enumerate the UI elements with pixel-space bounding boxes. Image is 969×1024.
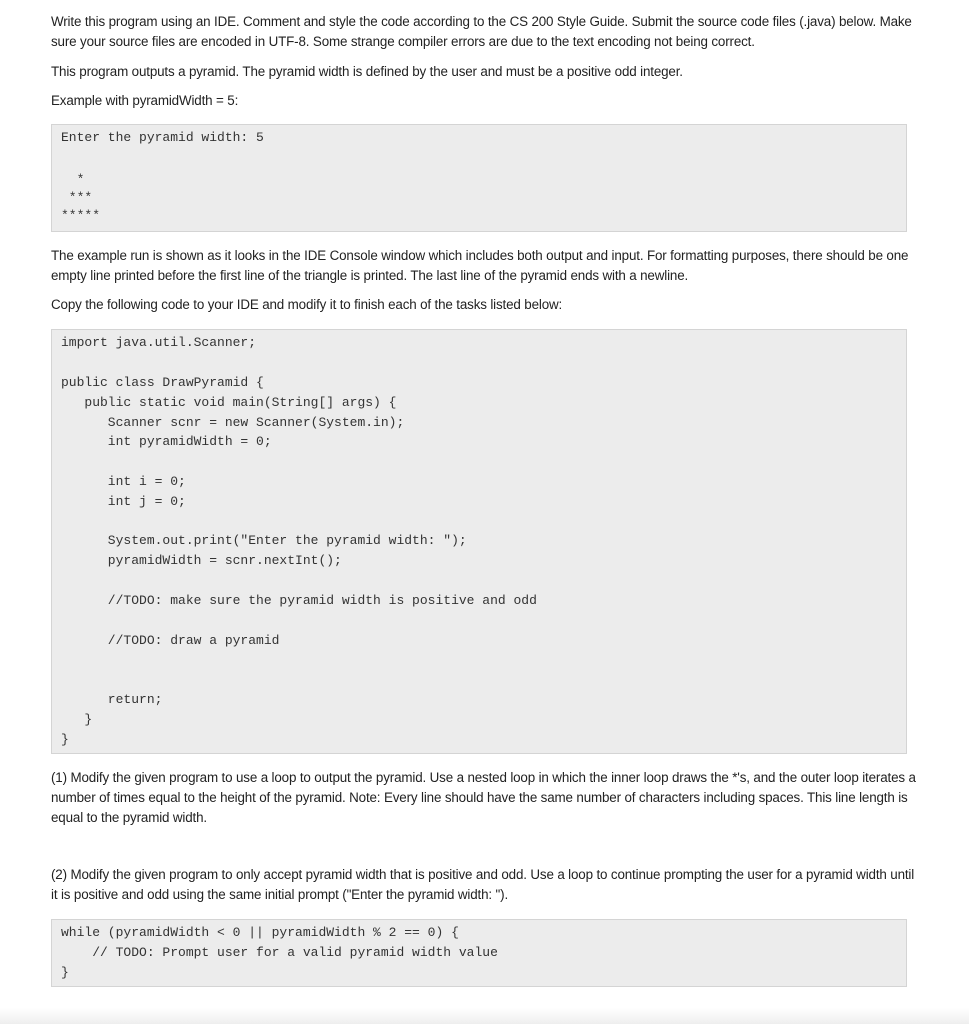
code-line: while (pyramidWidth < 0 || pyramidWidth % 2 == 0) {	[61, 925, 459, 940]
page-bottom-edge	[0, 1008, 969, 1024]
example-output-line: ***	[61, 190, 93, 205]
code-line: public static void main(String[] args) {	[61, 395, 397, 410]
example-output-line: Enter the pyramid width: 5	[61, 130, 264, 145]
example-output-block	[51, 124, 907, 232]
example-label: Example with pyramidWidth = 5:	[51, 93, 239, 108]
example-output-line: *	[61, 172, 85, 187]
code-line: }	[61, 712, 93, 727]
code-line: return;	[61, 692, 163, 707]
code-line: int j = 0;	[61, 494, 186, 509]
program-description: This program outputs a pyramid. The pyramid width is defined by the user and must be a positive odd integer.	[51, 64, 683, 79]
code-line: //TODO: make sure the pyramid width is positive and odd	[61, 593, 537, 608]
code-line: pyramidWidth = scnr.nextInt();	[61, 553, 342, 568]
code-line: Scanner scnr = new Scanner(System.in);	[61, 415, 405, 430]
code-line: int pyramidWidth = 0;	[61, 434, 272, 449]
copy-note: Copy the following code to your IDE and modify it to finish each of the tasks listed below:	[51, 297, 563, 312]
starter-code-block	[51, 329, 907, 754]
console-note: The example run is shown as it looks in the IDE Console window which includes both output and input. For formatting purposes, there should be one empty line printed before the first line of the triangle is printed. The last line of the pyramid ends with a newline.	[51, 248, 909, 283]
code-line: // TODO: Prompt user for a valid pyramid width value	[61, 945, 498, 960]
task-2-paragraph: (2) Modify the given program to only accept pyramid width that is positive and odd. Use a loop to continue prompting the user for a pyramid width until it is positive and odd using the same initial prompt ("Enter the pyramid width: ").	[51, 867, 915, 902]
code-line: }	[61, 732, 69, 747]
code-line: int i = 0;	[61, 474, 186, 489]
task-1-paragraph: (1) Modify the given program to use a loop to output the pyramid. Use a nested loop in which the inner loop draws the *'s, and the outer loop iterates a number of times equal to the height of the pyramid. Note: Every line should have the same number of characters including spaces. This line length is equal to the pyramid width.	[51, 770, 916, 825]
intro-paragraph: Write this program using an IDE. Comment and style the code according to the CS 200 Style Guide. Submit the source code files (.java) below. Make sure your source files are encoded in UTF-8. Some strange compiler errors are due to the text encoding not being correct.	[51, 14, 912, 49]
example-output-line: *****	[61, 208, 101, 223]
code-line: //TODO: draw a pyramid	[61, 633, 280, 648]
code-line: public class DrawPyramid {	[61, 375, 264, 390]
while-loop-code-block	[51, 919, 907, 987]
code-line: System.out.print("Enter the pyramid width: ");	[61, 533, 467, 548]
code-line: import java.util.Scanner;	[61, 335, 257, 350]
code-line: }	[61, 965, 69, 980]
